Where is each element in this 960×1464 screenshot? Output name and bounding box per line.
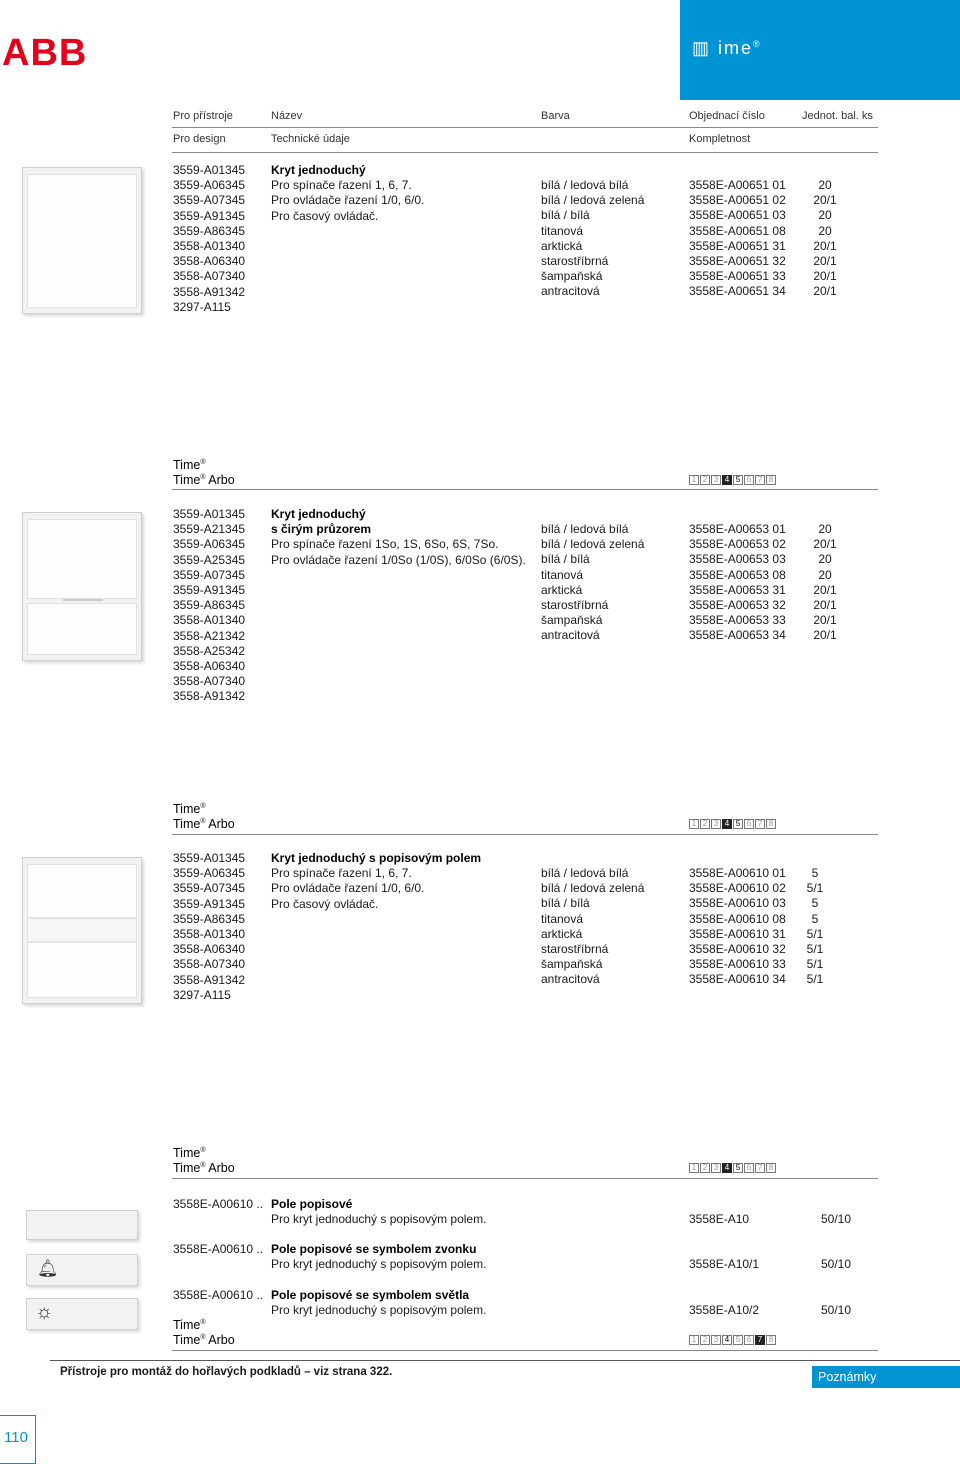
sec3-units: 5 5/1 5 5 5/1 5/1 5/1 5/1 xyxy=(806,866,824,987)
notes-tab: Poznámky xyxy=(812,1366,960,1388)
sec1-devices: 3559-A01345 3559-A06345 3559-A07345 3559-A91345 3559-A86345 3558-A01340 3558-A06340 3558-A07340 3558-A91342 3297-A115 xyxy=(173,163,246,314)
sec4-design-arbo: Time® Arbo xyxy=(173,1333,235,1347)
header-complete: Kompletnost xyxy=(689,133,751,145)
sec3-design: Time® xyxy=(173,1146,206,1160)
product-name: ▥ ime® xyxy=(692,38,760,58)
header-design: Pro design xyxy=(173,133,226,145)
sec4-item-code: 3558E-A10/2 xyxy=(689,1303,760,1317)
sec1-design-arbo: Time® Arbo xyxy=(173,473,235,487)
sec4-item-desc: Pro kryt jednoduchý s popisovým polem. xyxy=(271,1212,487,1226)
cover-window-image xyxy=(22,512,142,661)
label-field-image xyxy=(26,1210,138,1240)
sec3-title: Kryt jednoduchý s popisovým polem xyxy=(271,851,482,865)
label-field-light-image xyxy=(26,1298,138,1330)
sec4-item-unit: 50/10 xyxy=(821,1212,852,1226)
sec4-item-code: 3558E-A10 xyxy=(689,1212,750,1226)
cover-label-image xyxy=(22,857,142,1004)
sec4-item-desc: Pro kryt jednoduchý s popisovým polem. xyxy=(271,1303,487,1317)
sec4-item-unit: 50/10 xyxy=(821,1303,852,1317)
sec4-item-device: 3558E-A00610 .. xyxy=(173,1242,264,1256)
sec1-description: Kryt jednoduchý Pro spínače řazení 1, 6, 7. Pro ovládače řazení 1/0, 6/0. Pro časový ovládač. xyxy=(271,163,425,223)
sec2-description: Kryt jednoduchý s čirým průzorem Pro spínače řazení 1So, 1S, 6So, 6S, 7So. Pro ovládače řazení 1/0So (1/0S), 6/0So (6/0S). xyxy=(271,507,526,567)
sec3-devices: 3559-A01345 3559-A06345 3559-A07345 3559-A91345 3559-A86345 3558-A01340 3558-A06340 3558-A07340 3558-A91342 3297-A115 xyxy=(173,851,246,1002)
header-devices: Pro přístroje xyxy=(173,110,233,122)
sec4-item-title: Pole popisové se symbolem zvonku xyxy=(271,1242,477,1256)
header-order: Objednací číslo xyxy=(689,110,765,122)
sec3-divider xyxy=(172,1178,878,1179)
sec4-item-code: 3558E-A10/1 xyxy=(689,1257,760,1271)
sec1-title: Kryt jednoduchý xyxy=(271,163,366,177)
header-name: Název xyxy=(271,110,303,122)
sec4-design: Time® xyxy=(173,1318,206,1332)
sec1-codes: 3558E-A00651 01 3558E-A00651 02 3558E-A00651 03 3558E-A00651 08 3558E-A00651 31 3558E-A00651 32 3558E-A00651 33 3558E-A00651 34 xyxy=(689,178,786,299)
sec3-module-boxes: 1 2 3 4 5 6 7 8 xyxy=(689,1163,777,1173)
sec4-item-unit: 50/10 xyxy=(821,1257,852,1271)
label-field-bell-image xyxy=(26,1254,138,1286)
sec4-module-boxes: 1 2 3 4 5 6 7 8 xyxy=(689,1335,777,1345)
product-banner xyxy=(680,0,960,100)
sec3-description: Kryt jednoduchý s popisovým polem Pro spínače řazení 1, 6, 7. Pro ovládače řazení 1/0, 6/0. Pro časový ovládač. xyxy=(271,851,482,911)
sec3-colors: bílá / ledová bílá bílá / ledová zelená bílá / bílá titanová arktická starostříbrná šampaňská antracitová xyxy=(541,866,645,987)
sec1-units: 20 20/1 20 20 20/1 20/1 20/1 20/1 xyxy=(813,178,837,299)
sec3-codes: 3558E-A00610 01 3558E-A00610 02 3558E-A00610 03 3558E-A00610 08 3558E-A00610 31 3558E-A00610 32 3558E-A00610 33 3558E-A00610 34 xyxy=(689,866,786,987)
sec3-design-arbo: Time® Arbo xyxy=(173,1161,235,1175)
abb-logo: ABB xyxy=(2,32,88,74)
header-tech: Technické údaje xyxy=(271,133,350,145)
sec2-units: 20 20/1 20 20 20/1 20/1 20/1 20/1 xyxy=(813,522,837,643)
sec4-item-desc: Pro kryt jednoduchý s popisovým polem. xyxy=(271,1257,487,1271)
sec4-item-device: 3558E-A00610 .. xyxy=(173,1288,264,1302)
sec1-design: Time® xyxy=(173,458,206,472)
footer-divider xyxy=(50,1360,960,1361)
sec4-item-title: Pole popisové se symbolem světla xyxy=(271,1288,470,1302)
sec2-title: Kryt jednoduchý xyxy=(271,507,366,521)
product-icon: ▥ xyxy=(692,38,719,58)
cover-plate-image xyxy=(22,167,142,314)
header-pack: Jednot. bal. ks xyxy=(802,110,873,122)
sec1-module-boxes: 1 2 3 4 5 6 7 8 xyxy=(689,475,777,485)
light-icon: ☼ xyxy=(35,1301,54,1323)
header-divider xyxy=(172,152,878,153)
sec2-devices: 3559-A01345 3559-A21345 3559-A06345 3559-A25345 3559-A07345 3559-A91345 3559-A86345 3558-A01340 3558-A21342 3558-A25342 3558-A06340 3558-A07340 3558-A91342 xyxy=(173,507,246,704)
sec4-item-title: Pole popisové xyxy=(271,1197,353,1211)
sec2-module-boxes: 1 2 3 4 5 6 7 8 xyxy=(689,819,777,829)
sec2-design-arbo: Time® Arbo xyxy=(173,817,235,831)
header-divider xyxy=(172,127,878,128)
sec1-colors: bílá / ledová bílá bílá / ledová zelená bílá / bílá titanová arktická starostříbrná šampaňská antracitová xyxy=(541,178,645,299)
sec4-divider xyxy=(172,1350,878,1351)
header-color: Barva xyxy=(541,110,570,122)
page-number: 110 xyxy=(0,1415,36,1464)
sec2-design: Time® xyxy=(173,802,206,816)
bell-icon: 🔔︎ xyxy=(37,1259,59,1278)
sec2-divider xyxy=(172,834,878,835)
sec4-item-device: 3558E-A00610 .. xyxy=(173,1197,264,1211)
sec1-divider xyxy=(172,489,878,490)
footer-note: Přístroje pro montáž do hořlavých podkladů – viz strana 322. xyxy=(60,1366,393,1378)
sec2-codes: 3558E-A00653 01 3558E-A00653 02 3558E-A00653 03 3558E-A00653 08 3558E-A00653 31 3558E-A00653 32 3558E-A00653 33 3558E-A00653 34 xyxy=(689,522,786,643)
sec2-colors: bílá / ledová bílá bílá / ledová zelená bílá / bílá titanová arktická starostříbrná šampaňská antracitová xyxy=(541,522,645,643)
